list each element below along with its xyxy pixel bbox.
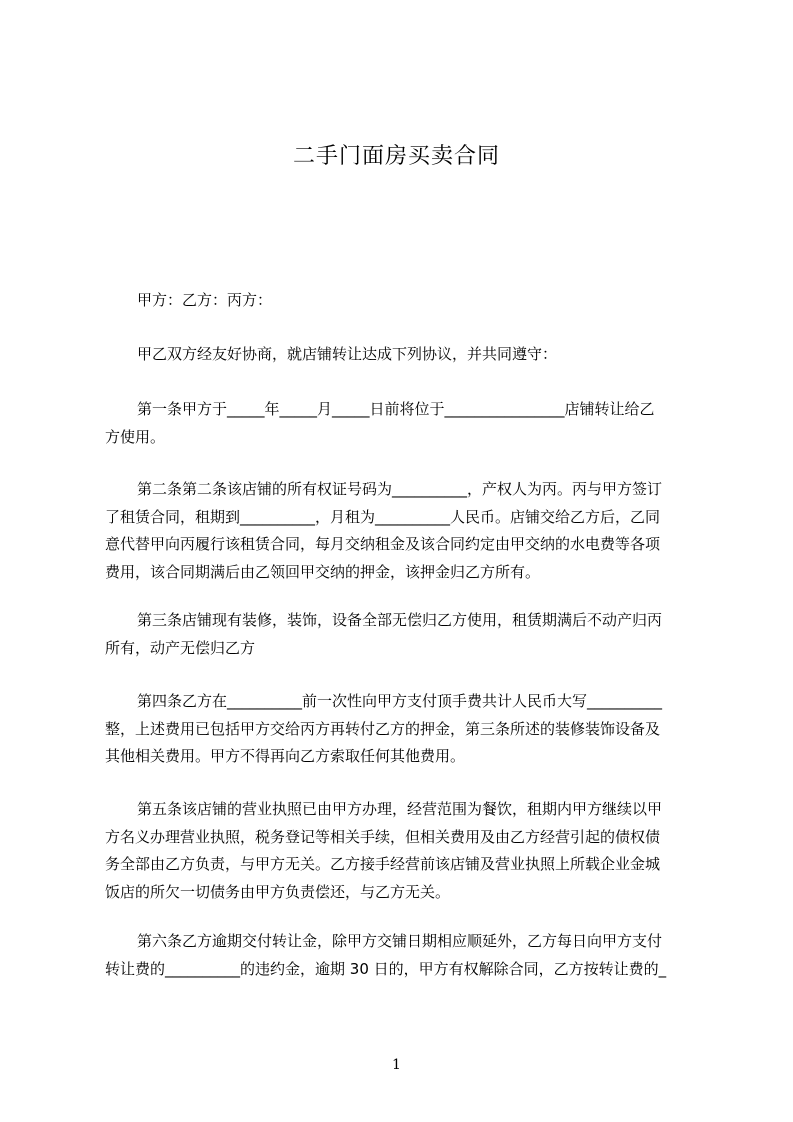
parties-line (105, 287, 701, 315)
article-6 (105, 928, 701, 983)
article-3-line: 所有，动产无偿归乙方 (105, 638, 256, 657)
article-1 (105, 396, 701, 451)
article-6-line: 转让费的__________的违约金，逾期 30 日的，甲方有权解除合同，乙方按转让费的_ (105, 959, 667, 978)
article-4-line: 第四条乙方在__________前一次性向甲方支付顶手费共计人民币大写__________ (137, 692, 663, 710)
article-4-line: 其他相关费用。甲方不得再向乙方索取任何其他费用。 (105, 747, 466, 765)
parties-text: 甲方：乙方：丙方： (137, 291, 273, 309)
article-5-line: 饭店的所欠一切债务由甲方负责偿还，与乙方无关。 (105, 882, 451, 901)
intro-paragraph (105, 341, 701, 369)
article-4 (105, 688, 701, 771)
article-5-line: 务全部由乙方负责，与甲方无关。乙方接手经营前该店铺及营业执照上所载企业金城 (105, 855, 661, 873)
article-2 (105, 476, 701, 586)
article-2-line: 第二条第二条该店铺的所有权证号码为__________，产权人为丙。丙与甲方签订 (137, 480, 663, 498)
page-title: 二手门面房买卖合同 (292, 144, 500, 169)
article-3-line: 第三条店铺现有装修，装饰，设备全部无偿归乙方使用，租赁期满后不动产归丙 (137, 611, 663, 629)
intro-text: 甲乙双方经友好协商，就店铺转让达成下列协议，并共同遵守： (137, 345, 558, 363)
article-1-line: 方使用。 (105, 427, 166, 446)
article-2-line: 费用，该合同期满后由乙领回甲交纳的押金，该押金归乙方所有。 (105, 562, 541, 581)
article-3 (105, 607, 701, 662)
article-5-line: 方名义办理营业执照，税务登记等相关手续，但相关费用及由乙方经营引起的债权债 (105, 827, 661, 846)
page-number: 1 (392, 1057, 401, 1073)
article-1-line: 第一条甲方于_____年_____月_____日前将位于________________店铺转让给乙 (137, 400, 655, 418)
article-2-line: 意代替甲向丙履行该租赁合同，每月交纳租金及该合同约定由甲交纳的水电费等各项 (105, 535, 661, 553)
article-5 (105, 796, 701, 906)
article-5-line: 第五条该店铺的营业执照已由甲方办理，经营范围为餐饮，租期内甲方继续以甲 (137, 800, 663, 818)
article-2-line: 了租赁合同，租期到__________，月租为__________人民币。店铺交给乙方后，乙同 (105, 507, 661, 526)
article-4-line: 整，上述费用已包括甲方交给丙方再转付乙方的押金，第三条所述的装修装饰设备及 (105, 719, 661, 738)
article-6-line: 第六条乙方逾期交付转让金，除甲方交铺日期相应顺延外，乙方每日向甲方支付 (137, 932, 663, 950)
